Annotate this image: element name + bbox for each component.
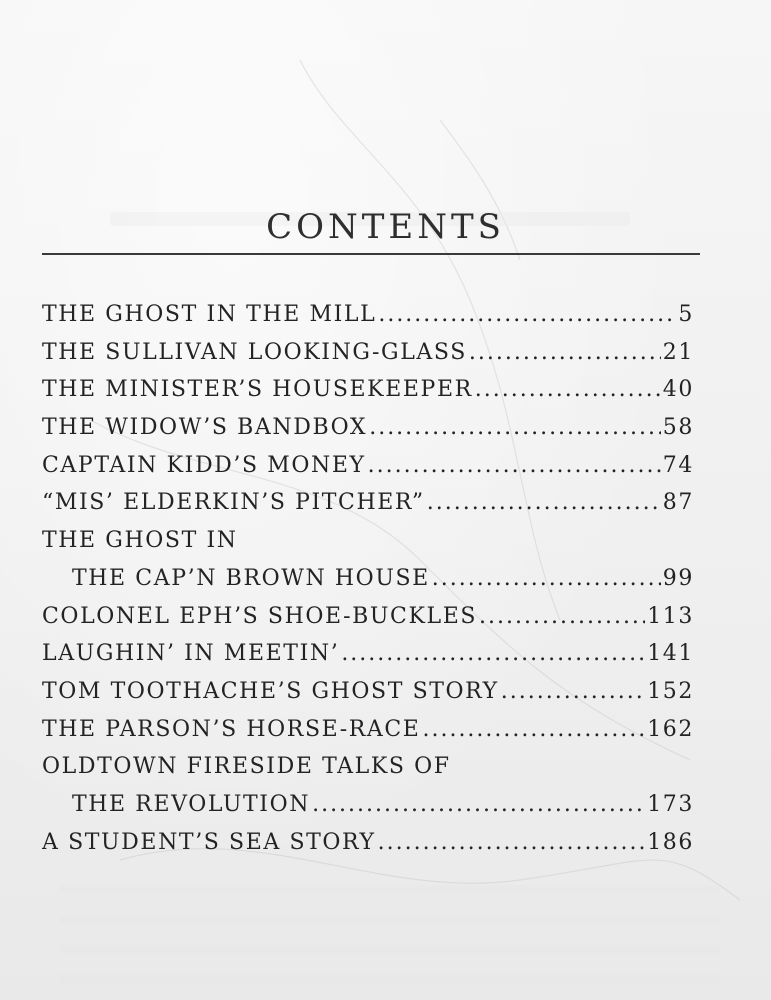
heading-rule: [42, 253, 700, 255]
toc-entry-title: LAUGHIN’ IN MEETIN’: [42, 641, 340, 667]
toc-entry-page: 162: [647, 716, 694, 742]
dot-leader: [475, 371, 661, 409]
toc-entry-ministers-housekeeper[interactable]: [42, 371, 694, 409]
toc-entry-students-sea-story[interactable]: [42, 824, 694, 862]
toc-entry-title: A STUDENT’S SEA STORY: [42, 829, 376, 855]
toc-entry-page: 40: [662, 377, 694, 403]
toc-entry-page: 21: [662, 339, 694, 365]
toc-entry-page: 5: [678, 302, 694, 327]
contents-heading: CONTENTS: [266, 206, 505, 247]
dot-leader: [432, 560, 661, 598]
toc-entry-sullivan-looking-glass[interactable]: [42, 334, 694, 372]
toc-entry-page: 186: [647, 829, 694, 855]
toc-entry-page: 58: [662, 415, 694, 441]
dot-leader: [378, 824, 646, 862]
toc-entry-title: “MIS’ ELDERKIN’S PITCHER”: [42, 490, 425, 516]
dot-leader: [422, 711, 645, 749]
toc-entry-the-revolution[interactable]: [42, 786, 694, 824]
dot-leader: [312, 786, 645, 824]
toc-entry-ghost-in-the-mill[interactable]: [42, 296, 694, 334]
dot-leader: [369, 409, 661, 447]
toc-entry-page: 173: [647, 791, 694, 817]
toc-entry-page: 141: [647, 641, 694, 667]
toc-entry-title: TOM TOOTHACHE’S GHOST STORY: [42, 678, 499, 704]
toc-entry-title: THE SULLIVAN LOOKING-GLASS: [42, 339, 467, 365]
toc-entry-title: THE MINISTER’S HOUSEKEEPER: [42, 377, 473, 403]
toc-entry-oldtown-fireside-line1[interactable]: [42, 748, 694, 786]
toc-entry-page: 99: [662, 565, 694, 591]
toc-entry-title: THE WIDOW’S BANDBOX: [42, 415, 368, 441]
toc-entry-title: OLDTOWN FIRESIDE TALKS OF: [42, 754, 451, 780]
toc-entry-mis-elderkins-pitcher[interactable]: [42, 484, 694, 522]
toc-entry-page: 74: [662, 452, 694, 478]
toc-entry-parsons-horse-race[interactable]: [42, 711, 694, 749]
dot-leader: [341, 635, 645, 673]
dot-leader: [378, 296, 676, 334]
toc-entry-laughin-in-meetin[interactable]: [42, 635, 694, 673]
toc-entry-captain-kidds-money[interactable]: [42, 447, 694, 485]
dot-leader: [469, 334, 661, 372]
toc-entry-title: THE GHOST IN THE MILL: [42, 302, 377, 327]
table-of-contents: [42, 296, 694, 861]
dot-leader: [479, 598, 645, 636]
toc-entry-title: THE REVOLUTION: [72, 791, 311, 817]
toc-entry-title: THE CAP’N BROWN HOUSE: [72, 565, 430, 591]
toc-entry-title: THE GHOST IN: [42, 528, 238, 554]
toc-entry-ghost-in-line1[interactable]: [42, 522, 694, 560]
dot-leader: [368, 447, 661, 485]
dot-leader: [501, 673, 645, 711]
toc-entry-title: THE PARSON’S HORSE-RACE: [42, 716, 421, 742]
toc-entry-capn-brown-house[interactable]: [42, 560, 694, 598]
toc-entry-page: 87: [662, 490, 694, 516]
toc-entry-widows-bandbox[interactable]: [42, 409, 694, 447]
dot-leader: [427, 484, 661, 522]
toc-entry-tom-toothaches-ghost-story[interactable]: [42, 673, 694, 711]
toc-entry-page: 113: [647, 603, 694, 629]
toc-entry-title: CAPTAIN KIDD’S MONEY: [42, 452, 366, 478]
toc-entry-title: COLONEL EPH’S SHOE-BUCKLES: [42, 603, 478, 629]
toc-entry-page: 152: [647, 678, 694, 704]
toc-entry-colonel-ephs-shoe-buckles[interactable]: [42, 598, 694, 636]
